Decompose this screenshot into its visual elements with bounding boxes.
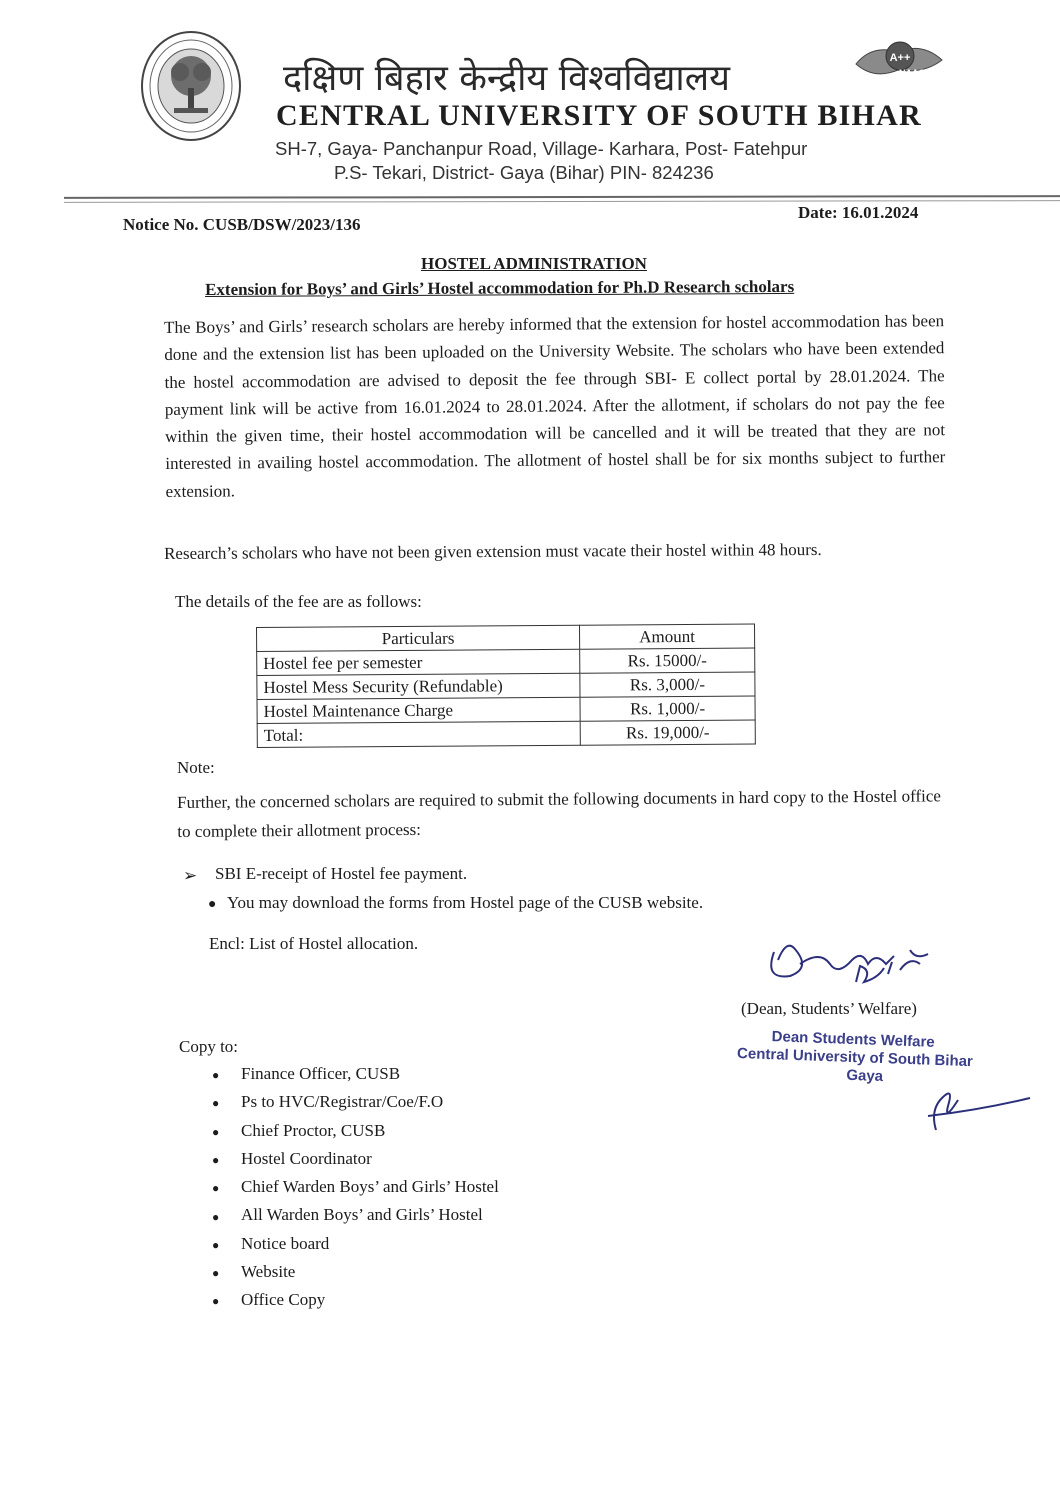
bullet-dot-icon: ● (212, 1152, 220, 1167)
bullet-dot-icon: ● (212, 1266, 220, 1281)
stamp-line-1: Dean Students Welfare (771, 1028, 935, 1051)
bullet-dot-icon: ● (212, 1124, 220, 1139)
list-item: ● All Warden Boys’ and Girls’ Hostel (212, 1201, 499, 1229)
table-cell: Rs. 19,000/- (580, 720, 755, 745)
fee-table (256, 624, 756, 748)
column-header-particulars: Particulars (257, 625, 580, 651)
university-name-english: CENTRAL UNIVERSITY OF SOUTH BIHAR (276, 99, 922, 132)
stamp-line-2: Central University of South Bihar (736, 1044, 974, 1071)
list-item: ● Chief Proctor, CUSB (212, 1117, 499, 1145)
naac-badge-icon (852, 34, 946, 86)
address-line-2: P.S- Tekari, District- Gaya (Bihar) PIN- 824236 (334, 162, 714, 183)
table-cell: Hostel fee per semester (257, 649, 580, 675)
column-header-amount: Amount (579, 624, 754, 649)
list-item: ● Hostel Coordinator (212, 1145, 499, 1173)
copy-to-label: Copy to: (179, 1037, 239, 1056)
university-name-hindi: दक्षिण बिहार केन्द्रीय विश्वविद्यालय (283, 58, 731, 99)
notice-subheading: Extension for Boys’ and Girls’ Hostel accommodation for Ph.D Research scholars (205, 276, 795, 299)
list-item: ● Finance Officer, CUSB (212, 1060, 499, 1088)
table-row (257, 648, 755, 675)
arrow-bullet-icon: ➢ (183, 866, 198, 885)
table-row-total (257, 720, 755, 747)
svg-text:A++: A++ (889, 52, 911, 64)
notice-number: Notice No. CUSB/DSW/2023/136 (123, 215, 361, 234)
sub-bullet-text: You may download the forms from Hostel page of the CUSB website. (226, 893, 704, 912)
address-line-1: SH-7, Gaya- Panchanpur Road, Village- Karhara, Post- Fatehpur (275, 138, 808, 159)
list-item: ● Chief Warden Boys’ and Girls’ Hostel (212, 1173, 499, 1201)
document-bullet: SBI E-receipt of Hostel fee payment. (215, 864, 468, 883)
bullet-dot-icon: ● (208, 897, 227, 912)
table-header-row (257, 624, 755, 651)
university-logo (140, 30, 242, 142)
copy-to-list (212, 1060, 499, 1315)
notice-date: Date: 16.01.2024 (798, 203, 919, 222)
list-item: ● Notice board (212, 1230, 499, 1258)
enclosure-line: Encl: List of Hostel allocation. (209, 934, 419, 953)
table-row (257, 696, 755, 723)
list-item: ● Website (212, 1258, 499, 1286)
table-row (257, 672, 755, 699)
document-sub-bullet (208, 893, 703, 913)
bullet-dot-icon: ● (212, 1294, 220, 1309)
bullet-dot-icon: ● (212, 1096, 220, 1111)
signatory-designation: (Dean, Students’ Welfare) (741, 999, 917, 1018)
table-cell: Rs. 1,000/- (580, 696, 755, 721)
notice-body-paragraph: The Boys’ and Girls’ research scholars are hereby informed that the extension for hostel accommodation has been done and the extension list has been uploaded on the University Website. The scholars who have been extended the hostel accommodation are advised to deposit the fee through SBI- E collect portal by 28.01.2024. The payment link will be active from 16.01.2024 to 28.01.2024. After the allotment, if scholars do not pay the fee within the given time, their hostel accommodation will be cancelled and it will be treated that they are not interested in availing hostel accommodation. The allotment of hostel shall be for six months subject to further extension. (164, 311, 946, 501)
notice-heading: HOSTEL ADMINISTRATION (421, 254, 647, 273)
office-stamp (736, 1027, 974, 1089)
table-cell: Rs. 3,000/- (580, 672, 755, 697)
bullet-dot-icon: ● (212, 1237, 220, 1252)
bullet-dot-icon: ● (212, 1209, 220, 1224)
table-cell: Rs. 15000/- (580, 648, 755, 673)
note-label: Note: (177, 758, 215, 777)
stamp-line-3: Gaya (846, 1066, 884, 1086)
svg-text:NAAC: NAAC (899, 68, 925, 78)
documents-paragraph: Further, the concerned scholars are required to submit the following documents in hard copy to the Hostel office to complete their allotment process: (177, 786, 941, 841)
list-item: ● Office Copy (212, 1286, 499, 1314)
fee-intro: The details of the fee are as follows: (175, 592, 422, 611)
header-divider (64, 195, 1060, 199)
vacate-instruction: Research’s scholars who have not been given extension must vacate their hostel within 48 hours. (164, 539, 822, 563)
bullet-dot-icon: ● (212, 1181, 220, 1196)
table-cell: Hostel Maintenance Charge (257, 697, 580, 723)
table-cell: Total: (257, 721, 580, 747)
bullet-dot-icon: ● (212, 1068, 220, 1083)
list-item: ● Ps to HVC/Registrar/Coe/F.O (212, 1088, 499, 1116)
table-cell: Hostel Mess Security (Refundable) (257, 673, 580, 699)
